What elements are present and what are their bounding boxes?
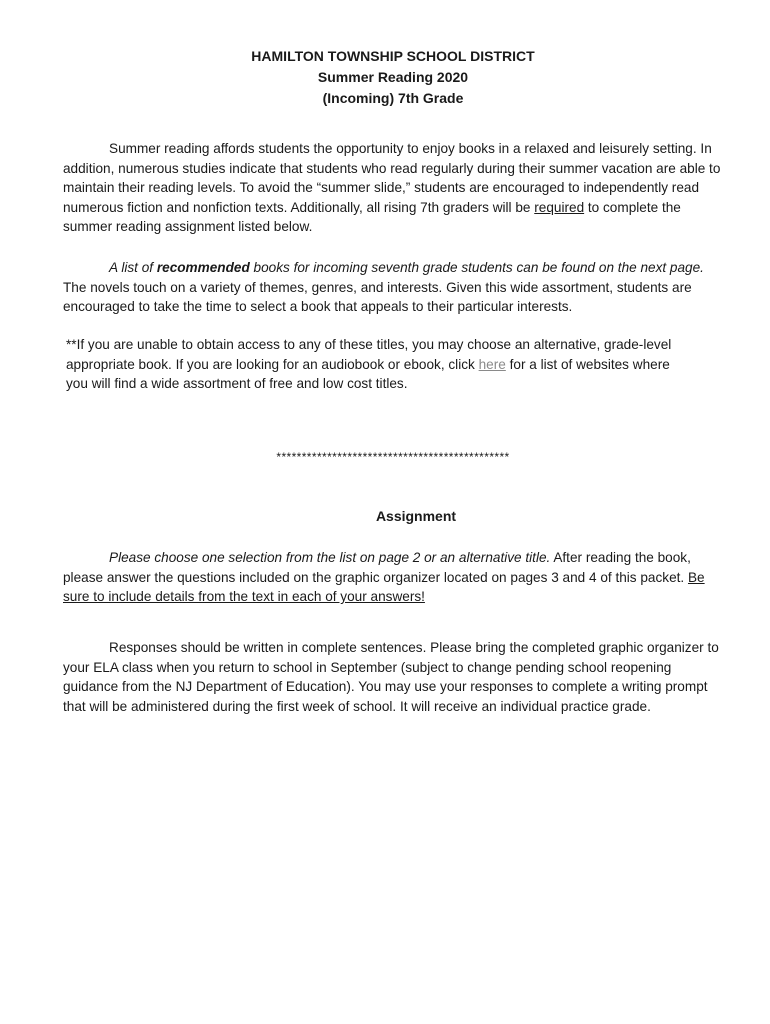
district-title: HAMILTON TOWNSHIP SCHOOL DISTRICT	[251, 48, 535, 64]
assignment-paragraph	[63, 548, 723, 607]
recommended-italic-end: books for incoming seventh grade students can be found on the next page.	[249, 260, 704, 275]
alternative-paragraph	[66, 335, 686, 394]
recommended-italic-start: A list of	[109, 260, 157, 275]
grade-title: (Incoming) 7th Grade	[322, 90, 464, 106]
section-separator: **********************************************	[276, 450, 510, 464]
intro-text-start: Summer reading affords students the opportunity to enjoy books in a relaxed and leisurely setting. In addition, numerous studies indicate that students who read regularly during their summer vacation are able to maintain their reading levels. To avoid the “summer slide,” students are encouraged to independently read numerous fiction and nonfiction texts. Additionally, all rising 7th graders will be	[63, 141, 721, 215]
intro-paragraph	[63, 139, 723, 237]
assignment-plain-text: After reading the book, please answer the questions included on the graphic organizer located on pages 3 and 4 of this packet.	[63, 550, 691, 585]
program-title: Summer Reading 2020	[317, 69, 469, 85]
alternative-text-end: for a list of websites where you will find a wide assortment of free and low cost titles.	[66, 356, 670, 391]
document-header	[0, 46, 770, 109]
responses-paragraph	[63, 638, 723, 716]
assignment-italic-text: Please choose one selection from the list on page 2 or an alternative title.	[109, 550, 551, 565]
recommended-paragraph	[63, 258, 723, 317]
recommended-plain-text: The novels touch on a variety of themes, genres, and interests. Given this wide assortment, students are encouraged to take the time to select a book that appeals to their particular interests.	[63, 279, 692, 314]
required-word: required	[534, 199, 585, 215]
audiobook-list-link[interactable]: here	[478, 356, 506, 372]
responses-text: Responses should be written in complete sentences. Please bring the completed graphic organizer to your ELA class when you return to school in September (subject to change pending school reopening guidance from the NJ Department of Education). You may use your responses to complete a writing prompt that will be administered during the first week of school. It will receive an individual practice grade.	[63, 640, 719, 714]
alternative-text-start: **If you are unable to obtain access to any of these titles, you may choose an alternative, grade-level appropriate book. If you are looking for an audiobook or ebook, click	[66, 337, 672, 372]
assignment-heading: Assignment	[375, 508, 457, 524]
assignment-underlined-text: Be sure to include details from the text in each of your answers!	[63, 569, 705, 604]
intro-text-end: to complete the summer reading assignment listed below.	[63, 199, 681, 234]
recommended-bold-word: recommended	[156, 260, 250, 275]
